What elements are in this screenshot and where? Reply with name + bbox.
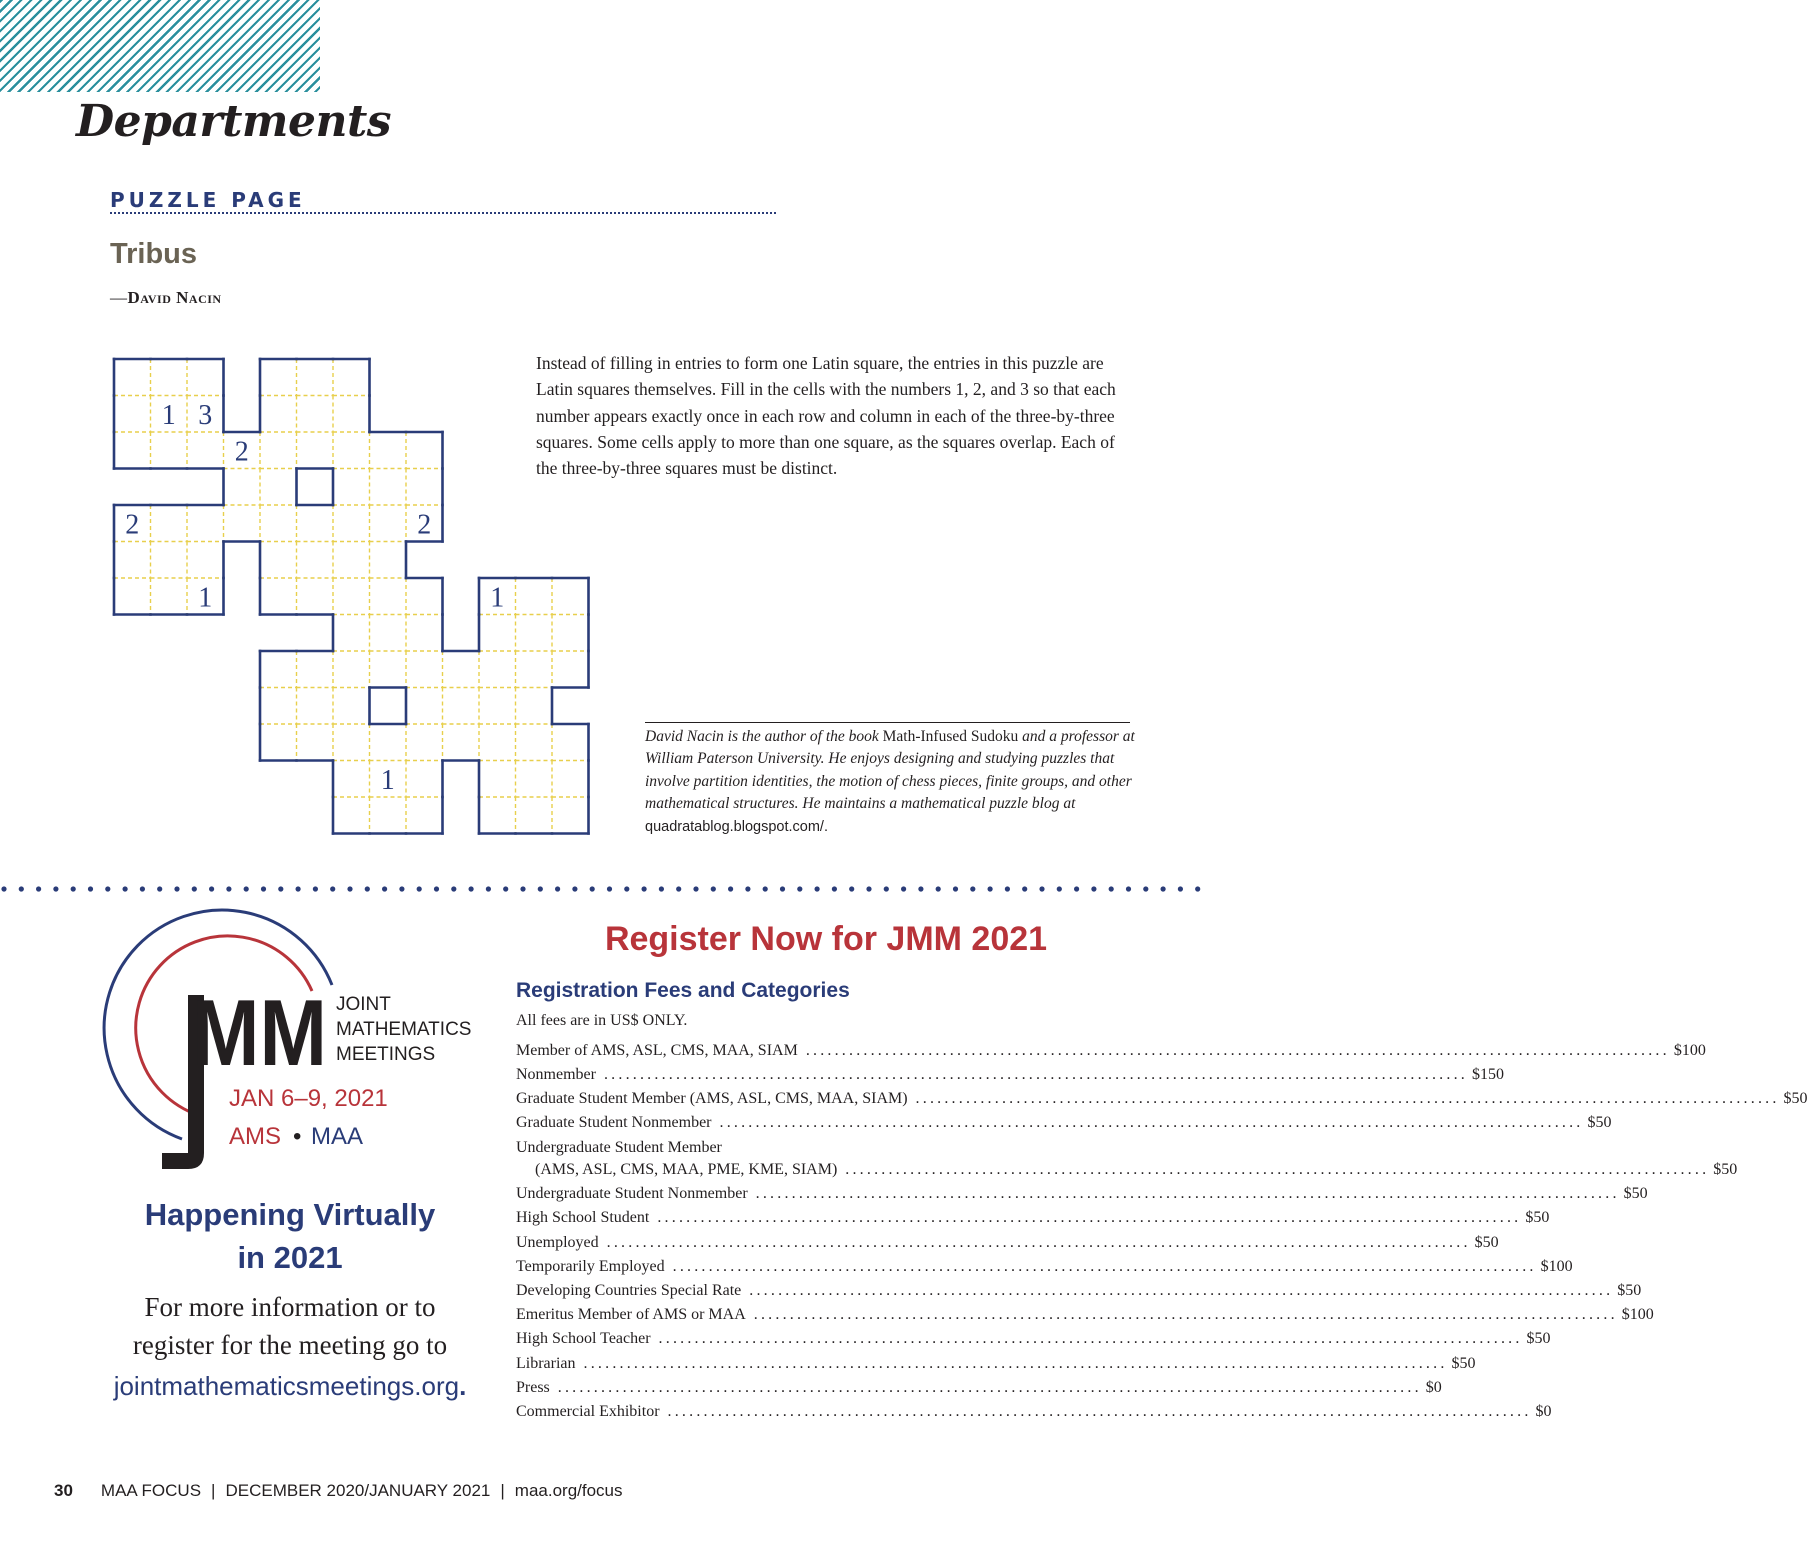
fee-price: $50 [1617,1282,1642,1299]
grid-cell [260,469,297,506]
grid-cell [297,359,334,396]
separator-dot [797,886,802,891]
byline-author: David Nacin [127,288,222,307]
fee-row [516,1065,1504,1085]
puzzle-instructions: Instead of filling in entries to form one Latin square, the entries in this puzzle are Latin squares themselves. Fill in the cells with the numbers 1, 2, and 3 so that each number appears exactly once in each row and column in each of the three-by-three squares. Some cells apply to more than one square, as the squares overlap. Each of the three-by-three squares must be distinct. [536,353,1116,479]
grid-cell [479,688,516,725]
grid-given-number: 1 [161,399,176,431]
grid-cell [406,578,443,615]
logo-mm-letters: MM [192,980,327,1085]
separator-dot [313,886,318,891]
fee-category: Emeritus Member of AMS or MAA [516,1306,746,1323]
grid-cell [297,651,334,688]
fee-price: $50 [1587,1114,1612,1131]
fee-undergrad-member-label: Undergraduate Student Member [516,1139,722,1156]
bio-rule [645,722,1130,723]
grid-cell [479,615,516,652]
grid-cell [224,469,261,506]
fee-price: $50 [1525,1209,1550,1226]
grid-given-number: 2 [234,436,249,468]
separator-dot [1126,886,1131,891]
separator-dot [590,886,595,891]
separator-dot [1,886,6,891]
separator-dot [832,886,837,891]
grid-given-number: 1 [490,582,505,614]
separator-dot [36,886,41,891]
logo-meetings: MEETINGS [336,1044,436,1065]
separator-dot [728,886,733,891]
grid-cell [479,761,516,798]
fee-leader-dots: ........................................................................................................................ [557,1379,1422,1396]
more-info-line1: For more information or to [144,1292,436,1322]
separator-dot [296,886,301,891]
grid-cell [333,542,370,579]
separator-dot [745,886,750,891]
separator-dot [192,886,197,891]
fee-row [516,1402,1552,1422]
grid-cell [151,432,188,469]
grid-cell [260,542,297,579]
grid-cell [151,505,188,542]
grid-cell [333,688,370,725]
grid-cell [333,724,370,761]
separator-dot [815,886,820,891]
grid-cell [443,651,480,688]
grid-cell [260,505,297,542]
grid-cell [297,542,334,579]
separator-dot [469,886,474,891]
separator-dot [763,886,768,891]
grid-given-number: 2 [417,509,432,541]
separator-dot [88,886,93,891]
grid-cell [260,359,297,396]
separator-dot [157,886,162,891]
fee-category: Developing Countries Special Rate [516,1282,742,1299]
bio-book-title: Math-Infused Sudoku [882,728,1019,745]
grid-cell [370,578,407,615]
grid-cell [370,615,407,652]
grid-cell [552,578,589,615]
bio-text-1: David Nacin is the author of the book [645,728,883,745]
fee-leader-dots: ........................................................................................................................ [667,1403,1532,1420]
grid-cell [297,505,334,542]
fee-category: Member of AMS, ASL, CMS, MAA, SIAM [516,1042,798,1059]
grid-cell [151,542,188,579]
jmm-website [90,1371,490,1402]
grid-cell [406,688,443,725]
fee-category: Unemployed [516,1234,599,1251]
grid-cell [260,724,297,761]
grid-cell [370,505,407,542]
separator-dot [970,886,975,891]
separator-dot [503,886,508,891]
separator-dot [1022,886,1027,891]
separator-dot [1039,886,1044,891]
grid-cell [260,688,297,725]
fee-row [516,1354,1476,1374]
separator-dot [693,886,698,891]
grid-cell [114,432,151,469]
separator-dot [261,886,266,891]
separator-dot [105,886,110,891]
separator-dot [365,886,370,891]
grid-cell [552,651,589,688]
separator-dot [226,886,231,891]
more-info-line2: register for the meeting go to [132,1330,448,1360]
separator-dot [123,886,128,891]
logo-bullet: • [293,1123,302,1150]
grid-cell [151,359,188,396]
dotted-separator [0,882,1200,896]
grid-cell [297,688,334,725]
separator-dot [1143,886,1148,891]
grid-cell [260,651,297,688]
separator-dot [244,886,249,891]
separator-dot [918,886,923,891]
fee-category: Graduate Student Member (AMS, ASL, CMS, MAA, SIAM) [516,1090,908,1107]
separator-dot [624,886,629,891]
fee-price: $100 [1673,1042,1706,1059]
byline-dash: — [110,288,128,307]
fees-heading: Registration Fees and Categories [516,979,850,1002]
bio-text-2: and a professor at William Paterson University. He enjoys designing and studying puzzles that involve partition identities, the motion of chess pieces, finite groups, and other mathematical structures. He maintains a mathematical puzzle blog at [645,728,1135,813]
grid-cell [333,359,370,396]
grid-cell [516,578,553,615]
fee-category: High School Teacher [516,1330,651,1347]
grid-cell [114,359,151,396]
fee-leader-dots: ........................................................................................................................ [915,1090,1780,1107]
grid-cell [333,396,370,433]
separator-dot [1195,886,1200,891]
footer-separator: | [211,1481,216,1500]
fee-category: Temporarily Employed [516,1258,665,1275]
section-heading: Departments [76,96,392,147]
grid-cell [516,651,553,688]
separator-dot [1161,886,1166,891]
grid-cell [187,505,224,542]
fee-row [516,1160,1738,1180]
fee-price: $150 [1471,1066,1504,1083]
separator-dot [711,886,716,891]
grid-cell [479,797,516,834]
fee-price: $50 [1783,1090,1808,1107]
footer-separator: | [500,1481,505,1500]
fee-row [516,1184,1648,1204]
fee-price: $0 [1425,1379,1442,1396]
grid-cell [224,505,261,542]
grid-cell [443,688,480,725]
grid-cell [187,542,224,579]
grid-cell [516,724,553,761]
page-footer [54,1481,623,1501]
grid-cell [333,432,370,469]
separator-dot [71,886,76,891]
fee-category: Nonmember [516,1066,596,1083]
fees-note: All fees are in US$ ONLY. [516,1012,688,1029]
fee-leader-dots: ........................................................................................................................ [606,1234,1471,1251]
separator-dot [1178,886,1183,891]
fee-row [516,1281,1642,1301]
grid-cell [552,615,589,652]
separator-dot [538,886,543,891]
grid-cell [187,359,224,396]
happening-virtually-line1: Happening Virtually [144,1197,436,1232]
grid-cell [297,396,334,433]
fee-row [516,1305,1654,1325]
grid-cell [443,724,480,761]
fee-leader-dots: ........................................................................................................................ [805,1042,1670,1059]
separator-dot [451,886,456,891]
separator-dot [953,886,958,891]
separator-dot [174,886,179,891]
grid-given-number: 1 [380,764,395,796]
separator-dot [780,886,785,891]
grid-cell [406,432,443,469]
author-bio [645,726,1135,838]
fee-row [516,1233,1499,1253]
fee-leader-dots: ........................................................................................................................ [657,1209,1522,1226]
fee-row [516,1257,1573,1277]
separator-dot [607,886,612,891]
footer-publication: MAA FOCUS [100,1481,202,1500]
logo-dates: JAN 6–9, 2021 [229,1085,388,1112]
separator-dot [347,886,352,891]
separator-dot [520,886,525,891]
separator-dot [417,886,422,891]
grid-cell [406,469,443,506]
jmm-logo [100,915,500,1175]
fee-leader-dots: ........................................................................................................................ [755,1185,1620,1202]
footer-website[interactable]: maa.org/focus [514,1481,623,1500]
fee-leader-dots: ........................................................................................................................ [845,1161,1710,1178]
grid-cell [333,505,370,542]
page-number: 30 [54,1481,73,1500]
happening-virtually-line2: in 2021 [237,1240,343,1275]
fee-price: $50 [1474,1234,1499,1251]
grid-cell [516,688,553,725]
fee-price: $50 [1623,1185,1648,1202]
separator-dot [486,886,491,891]
grid-cell [151,578,188,615]
separator-dot [901,886,906,891]
grid-cell [552,761,589,798]
fee-category: Commercial Exhibitor [516,1403,660,1420]
fee-row [516,1329,1551,1349]
grid-cell [114,396,151,433]
grid-cell [260,578,297,615]
fee-price: $100 [1621,1306,1654,1323]
grid-cell [370,432,407,469]
separator-dot [555,886,560,891]
grid-cell [516,615,553,652]
separator-dot [1057,886,1062,891]
fee-price: $0 [1535,1403,1552,1420]
fee-leader-dots: ........................................................................................................................ [749,1282,1614,1299]
grid-cell [406,651,443,688]
separator-dot [382,886,387,891]
grid-cell [370,651,407,688]
separator-dot [330,886,335,891]
jmm-website-link[interactable]: jointmathematicsmeetings.org [113,1371,460,1401]
grid-cell [333,615,370,652]
grid-cell [406,761,443,798]
grid-cell [479,651,516,688]
grid-cell [370,724,407,761]
grid-given-number: 2 [125,509,140,541]
separator-dot [399,886,404,891]
grid-cell [552,724,589,761]
separator-dot [19,886,24,891]
separator-dot [884,886,889,891]
grid-cell [333,469,370,506]
fee-row [516,1378,1442,1398]
grid-given-number: 1 [198,582,213,614]
grid-cell [333,651,370,688]
fee-price: $50 [1526,1330,1551,1347]
fee-category: (AMS, ASL, CMS, MAA, PME, KME, SIAM) [535,1161,838,1178]
fee-category: Undergraduate Student Nonmember [516,1185,748,1202]
separator-dot [434,886,439,891]
grid-cell [260,396,297,433]
separator-dot [1109,886,1114,891]
grid-cell [333,761,370,798]
grid-cell [297,432,334,469]
puzzle-title: Tribus [110,238,198,270]
fee-leader-dots: ........................................................................................................................ [658,1330,1523,1347]
logo-maa: MAA [311,1123,364,1150]
separator-dot [642,886,647,891]
grid-cell [406,615,443,652]
fee-leader-dots: ........................................................................................................................ [719,1114,1584,1131]
grid-cells [114,359,589,834]
fee-leader-dots: ........................................................................................................................ [603,1066,1468,1083]
separator-dot [849,886,854,891]
grid-cell [370,469,407,506]
fee-row [516,1113,1612,1133]
fee-category: Librarian [516,1355,576,1372]
grid-cell [333,578,370,615]
grid-cell [552,797,589,834]
separator-dot [53,886,58,891]
grid-given-number: 3 [198,399,213,431]
grid-cell [516,797,553,834]
grid-cell [406,724,443,761]
separator-dot [209,886,214,891]
fee-category: High School Student [516,1209,650,1226]
fee-price: $100 [1540,1258,1573,1275]
fee-category: Press [516,1379,550,1396]
grid-cell [370,797,407,834]
separator-dot [1005,886,1010,891]
grid-cell [479,724,516,761]
grid-cell [297,724,334,761]
fee-leader-dots: ........................................................................................................................ [753,1306,1618,1323]
separator-dot [676,886,681,891]
fee-row [516,1041,1706,1061]
separator-dot [866,886,871,891]
fee-leader-dots: ........................................................................................................................ [583,1355,1448,1372]
jmm-website-period: . [459,1371,467,1401]
grid-cell [114,578,151,615]
grid-cell [370,542,407,579]
register-title: Register Now for JMM 2021 [604,920,1048,958]
separator-dot [988,886,993,891]
grid-cell [406,797,443,834]
fee-leader-dots: ........................................................................................................................ [672,1258,1537,1275]
grid-cell [516,761,553,798]
logo-joint: JOINT [336,994,391,1015]
logo-ams: AMS [229,1123,282,1150]
footer-issue: DECEMBER 2020/JANUARY 2021 [225,1481,491,1500]
fee-price: $50 [1451,1355,1476,1372]
separator-dot [1074,886,1079,891]
grid-cell [333,797,370,834]
bio-blog-link[interactable]: quadratablog.blogspot.com/. [645,818,828,835]
grid-cell [297,578,334,615]
separator-dot [278,886,283,891]
grid-cell [187,432,224,469]
fee-row [516,1089,1808,1109]
logo-mathematics: MATHEMATICS [336,1019,472,1040]
grid-cell [260,432,297,469]
separator-dot [936,886,941,891]
fee-category: Graduate Student Nonmember [516,1114,712,1131]
separator-dot [572,886,577,891]
separator-dot [659,886,664,891]
grid-cell [114,542,151,579]
fee-row [516,1208,1550,1228]
separator-dot [140,886,145,891]
separator-dot [1091,886,1096,891]
puzzle-page-label: PUZZLE PAGE [110,188,306,212]
fee-price: $50 [1713,1161,1738,1178]
